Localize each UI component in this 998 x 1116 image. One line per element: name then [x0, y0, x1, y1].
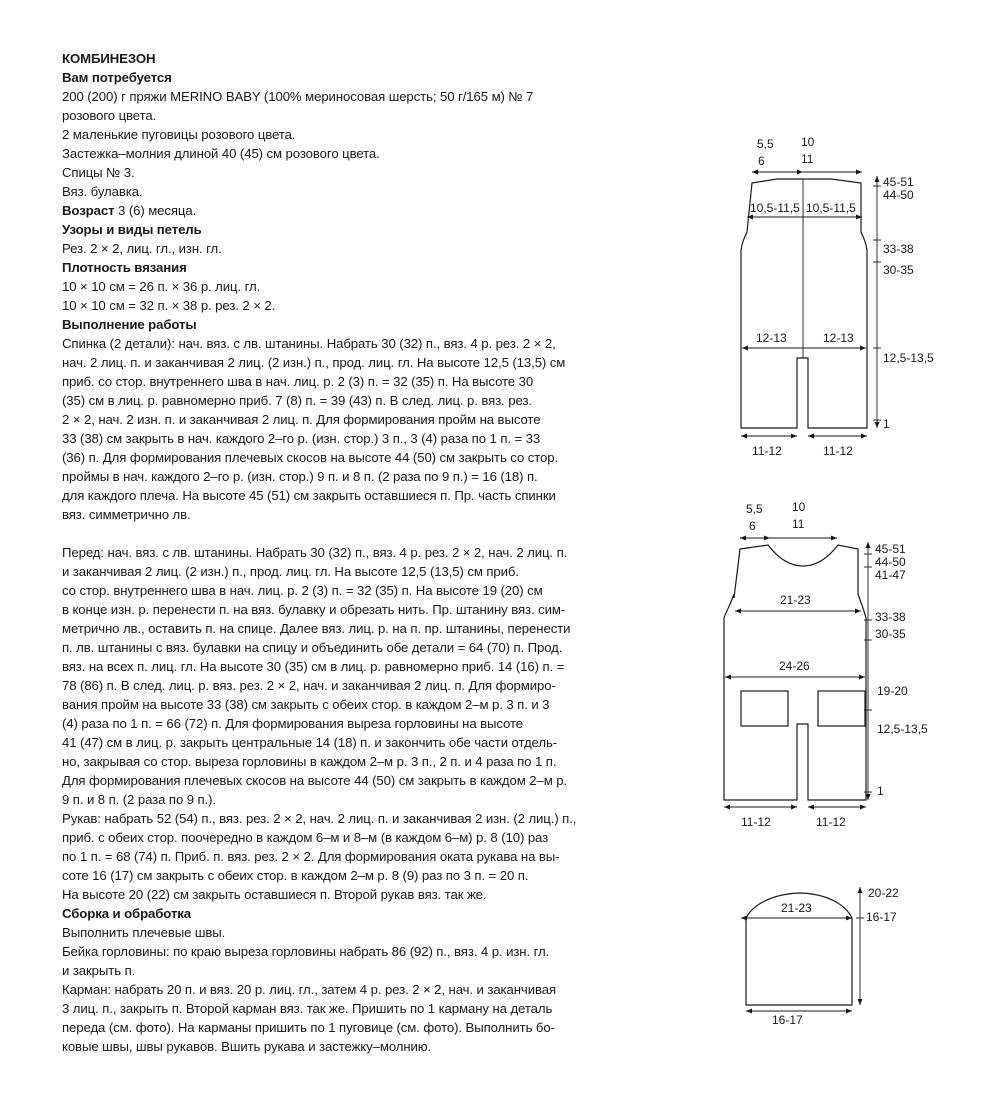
front-top-left-a: 5,5 — [746, 502, 763, 516]
front-side-label: 45-51 — [875, 542, 906, 556]
back-side-label: 30-35 — [883, 263, 914, 277]
patterns-line: Рез. 2 × 2, лиц. гл., изн. гл. — [62, 241, 222, 256]
materials-line: Застежка–молния длиной 40 (45) см розового цвета. — [62, 146, 380, 161]
age-label: Возраст — [62, 203, 115, 218]
back-top-left-b: 6 — [758, 154, 765, 168]
materials-line: 2 маленькие пуговицы розового цвета. — [62, 127, 296, 142]
back-side-label: 45-51 — [883, 175, 914, 189]
materials-line: Спицы № 3. — [62, 165, 135, 180]
front-side-label: 44-50 — [875, 555, 906, 569]
front-schematic — [724, 500, 928, 829]
front-side-label: 1 — [877, 784, 884, 798]
front-side-label: 33-38 — [875, 610, 906, 624]
execution-heading: Выполнение работы — [62, 317, 197, 332]
front-line: вания пройм на высоте 33 (38) см закрыть с обеих стор. в каждом 2–м р. 3 п. и 3 — [62, 697, 550, 712]
sleeve-line: соте 16 (17) см закрыть с обеих стор. в каждом 2–м р. 8 (9) раз по 3 п. = 20 п. — [62, 868, 529, 883]
front-hip: 24-26 — [779, 659, 810, 673]
front-side-label: 19-20 — [877, 684, 908, 698]
front-top-right-a: 10 — [792, 500, 806, 514]
sleeve-line: приб. с обеих стор. поочередно в каждом 6–м и 8–м (в каждом 6–м) р. 8 (10) раз — [62, 830, 549, 845]
front-line: и заканчивая 2 лиц. (2 изн.) п., прод. лиц. гл. На высоте 12,5 (13,5) см приб. — [62, 564, 519, 579]
sleeve-line: Рукав: набрать 52 (54) п., вяз. рез. 2 × 2, нач. 2 лиц. п. и заканчивая 2 изн. (2 лиц.) п., — [62, 811, 577, 826]
back-chest-right: 10,5-11,5 — [806, 201, 856, 215]
front-leg-right: 11-12 — [816, 815, 846, 829]
assembly-line: Бейка горловины: по краю выреза горловины набрать 86 (92) п., вяз. 4 р. изн. гл. — [62, 944, 550, 959]
front-line: вяз. на всех п. лиц. гл. На высоте 30 (35) см в лиц. р. равномерно приб. 14 (16) п. = — [62, 659, 565, 674]
front-line: 9 п. и 8 п. (2 раза по 9 п.). — [62, 792, 217, 807]
materials-heading: Вам потребуется — [62, 70, 172, 85]
document-title: КОМБИНЕЗОН — [62, 51, 156, 66]
back-top-left-a: 5,5 — [757, 137, 774, 151]
back-line: для каждого плеча. На высоте 45 (51) см закрыть оставшиеся п. Пр. часть спинки — [62, 488, 556, 503]
sleeve-line: На высоте 20 (22) см закрыть оставшиеся п. Второй рукав вяз. так же. — [62, 887, 487, 902]
materials-line: 200 (200) г пряжи MERINO BABY (100% мериносовая шерсть; 50 г/165 м) № 7 — [62, 89, 534, 104]
back-leg-left: 11-12 — [752, 444, 782, 458]
back-line: 2 × 2, нач. 2 изн. п. и заканчивая 2 лиц. п. Для формирования пройм на высоте — [62, 412, 541, 427]
front-top-right-b: 11 — [792, 517, 805, 531]
back-hip-left: 12-13 — [756, 331, 787, 345]
back-line: вяз. симметрично лв. — [62, 507, 191, 522]
gauge-line: 10 × 10 см = 32 п. × 38 р. рез. 2 × 2. — [62, 298, 276, 313]
front-line: (4) раза по 1 п. = 66 (72) п. Для формирования выреза горловины на высоте — [62, 716, 524, 731]
front-side-label: 41-47 — [875, 568, 906, 582]
back-line: приб. со стор. внутреннего шва в нач. лиц. р. 2 (3) п. = 32 (35) п. На высоте 30 — [62, 374, 534, 389]
back-side-label: 1 — [883, 417, 890, 431]
sleeve-side-label: 20-22 — [868, 886, 899, 900]
front-pocket-left — [741, 691, 788, 726]
back-line: Спинка (2 детали): нач. вяз. с лв. штанины. Набрать 30 (32) п., вяз. 4 р. рез. 2 × 2, — [62, 336, 556, 351]
back-line: нач. 2 лиц. п. и заканчивая 2 лиц. (2 изн.) п., прод. лиц. гл. На высоте 12,5 (13,5) см — [62, 355, 566, 370]
back-side-label: 44-50 — [883, 188, 914, 202]
sleeve-bottom: 16-17 — [772, 1013, 803, 1027]
back-line: (36) п. Для формирования плечевых скосов на высоте 44 (50) см закрыть со стор. — [62, 450, 559, 465]
front-side-label: 30-35 — [875, 627, 906, 641]
front-top-left-b: 6 — [749, 519, 756, 533]
sleeve-top: 21-23 — [781, 901, 812, 915]
gauge-line: 10 × 10 см = 26 п. × 36 р. лиц. гл. — [62, 279, 261, 294]
back-top-right-a: 10 — [801, 135, 815, 149]
front-line: Для формирования плечевых скосов на высоте 44 (50) см закрыть в каждом 2–м р. — [62, 773, 568, 788]
assembly-line: ковые швы, швы рукавов. Вшить рукава и застежку–молнию. — [62, 1039, 432, 1054]
sleeve-line: по 1 п. = 68 (74) п. Приб. п. вяз. рез. 2 × 2. Для формирования оката рукава на вы- — [62, 849, 560, 864]
gauge-heading: Плотность вязания — [62, 260, 187, 275]
back-outline — [741, 179, 867, 428]
patterns-heading: Узоры и виды петель — [62, 222, 202, 237]
front-chest: 21-23 — [780, 593, 811, 607]
back-top-right-b: 11 — [801, 152, 814, 166]
assembly-line: переда (см. фото). На карманы пришить по 1 пуговице (см. фото). Выполнить бо- — [62, 1020, 555, 1035]
front-leg-left: 11-12 — [741, 815, 771, 829]
assembly-line: Выполнить плечевые швы. — [62, 925, 226, 940]
front-line: в конце изн. р. перенести п. на вяз. булавку и обрезать нить. Пр. штанину вяз. сим- — [62, 602, 566, 617]
front-line: со стор. внутреннего шва в нач. лиц. р. 2 (3) п. = 32 (35) п. На высоте 19 (20) см — [62, 583, 543, 598]
back-hip-right: 12-13 — [823, 331, 854, 345]
assembly-line: 3 лиц. п., закрыть п. Второй карман вяз. так же. Пришить по 1 карману на деталь — [62, 1001, 553, 1016]
sleeve-side-label: 16-17 — [866, 910, 897, 924]
back-chest-left: 10,5-11,5 — [750, 201, 800, 215]
back-leg-right: 11-12 — [823, 444, 853, 458]
front-line: 41 (47) см в лиц. р. закрыть центральные 14 (18) п. и закончить обе части отдель- — [62, 735, 558, 750]
assembly-heading: Сборка и обработка — [62, 906, 192, 921]
front-line: п. лв. штанины с вяз. булавки на спицу и объединить обе детали = 64 (70) п. Прод. — [62, 640, 563, 655]
front-pocket-right — [818, 691, 865, 726]
assembly-line: и закрыть п. — [62, 963, 136, 978]
front-line: 78 (86) п. В след. лиц. р. вяз. рез. 2 × 2, нач. и заканчивая 2 лиц. п. Для формиро- — [62, 678, 556, 693]
assembly-line: Карман: набрать 20 п. и вяз. 20 р. лиц. гл., затем 4 р. рез. 2 × 2, нач. и заканчивая — [62, 982, 557, 997]
materials-line: Вяз. булавка. — [62, 184, 143, 199]
back-side-label: 12,5-13,5 — [883, 351, 934, 365]
front-side-label: 12,5-13,5 — [877, 722, 928, 736]
back-side-label: 33-38 — [883, 242, 914, 256]
age-value: 3 (6) месяца. — [114, 203, 197, 218]
materials-line: розового цвета. — [62, 108, 157, 123]
back-line: проймы в нач. каждого 2–го р. (изн. стор.) 9 п. и 8 п. (2 раза по 9 п.) = 16 (18) п. — [62, 469, 538, 484]
front-line: Перед: нач. вяз. с лв. штанины. Набрать 30 (32) п., вяз. 4 р. рез. 2 × 2, нач. 2 лиц. п. — [62, 545, 568, 560]
back-line: 33 (38) см закрыть в нач. каждого 2–го р. (изн. стор.) 3 п., 3 (4) раза по 1 п. = 33 — [62, 431, 541, 446]
front-line: метрично лв., оставить п. на спице. Далее вяз. лиц. р. на п. пр. штанины, перенести — [62, 621, 571, 636]
back-schematic — [741, 135, 934, 458]
back-line: (35) см в лиц. р. равномерно приб. 7 (8) п. = 39 (43) п. В след. лиц. р. вяз. рез. — [62, 393, 532, 408]
sleeve-schematic — [741, 886, 899, 1027]
front-line: но, закрывая со стор. выреза горловины в каждом 2–м р. 3 п., 2 п. и 4 раза по 1 п. — [62, 754, 557, 769]
